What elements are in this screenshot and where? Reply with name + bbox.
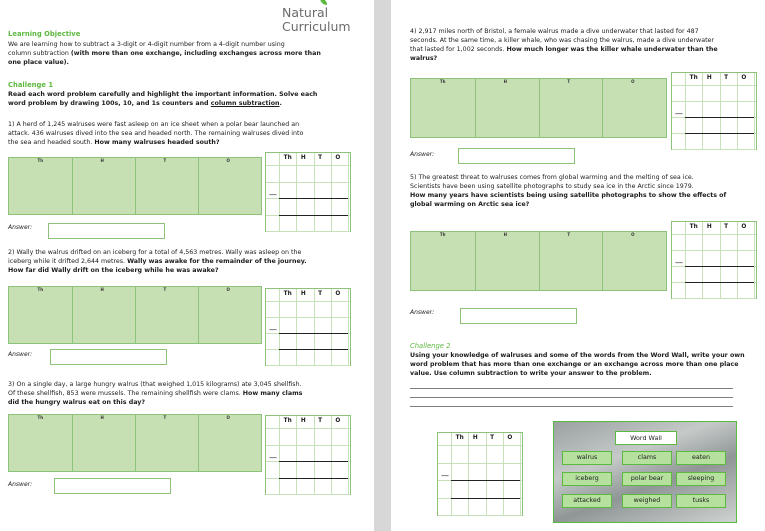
counter-column-divider bbox=[602, 79, 603, 137]
counter-column-label: H bbox=[100, 158, 104, 163]
grid-row-line bbox=[266, 428, 350, 429]
answer-label-q2: Answer: bbox=[8, 351, 33, 358]
counter-column-label: Th bbox=[37, 415, 44, 420]
grid-row-line bbox=[672, 250, 756, 251]
word-wall-word: eaten bbox=[676, 451, 726, 465]
counter-column-label: O bbox=[226, 287, 230, 292]
grid-row-line bbox=[672, 101, 756, 102]
grid-column-header: T bbox=[318, 418, 323, 424]
grid-row-line bbox=[266, 365, 350, 366]
writing-line-3[interactable] bbox=[410, 406, 733, 407]
minus-sign: — bbox=[269, 324, 277, 334]
subtraction-grid-q4[interactable] bbox=[671, 72, 757, 150]
grid-row-line bbox=[266, 301, 350, 302]
answer-label-q5: Answer: bbox=[410, 309, 435, 316]
word-wall bbox=[553, 421, 737, 523]
answer-line bbox=[279, 198, 348, 199]
counter-column-divider bbox=[539, 79, 540, 137]
counter-column-divider bbox=[72, 158, 73, 214]
counter-column-label: T bbox=[567, 79, 571, 84]
grid-column-header: O bbox=[741, 224, 747, 230]
grid-column-header: H bbox=[706, 224, 712, 230]
counter-column-divider bbox=[135, 158, 136, 214]
counter-column-label: Th bbox=[37, 158, 44, 163]
writing-line-2[interactable] bbox=[410, 397, 733, 398]
word-wall-word: attacked bbox=[562, 494, 612, 508]
counter-column-divider bbox=[72, 415, 73, 471]
challenge1-heading: Challenge 1 bbox=[8, 81, 54, 89]
minus-sign: — bbox=[441, 471, 449, 481]
grid-column-header: Th bbox=[689, 75, 698, 81]
grid-row-line bbox=[438, 463, 522, 464]
answer-line bbox=[279, 349, 348, 350]
grid-row-line bbox=[672, 149, 756, 150]
grid-row-line bbox=[438, 515, 522, 516]
grid-column-header: Th bbox=[283, 291, 292, 297]
counters-area-q5[interactable] bbox=[410, 231, 667, 291]
answer-label-q1: Answer: bbox=[8, 224, 33, 231]
grid-column-header: T bbox=[490, 435, 495, 441]
word-wall-word: weighed bbox=[622, 494, 672, 508]
grid-column-header: O bbox=[335, 291, 341, 297]
counter-column-divider bbox=[198, 287, 199, 343]
counter-column-divider bbox=[475, 232, 476, 290]
question-4: 4) 2,917 miles north of Bristol, a female walrus made a dive underwater that lasted for 487 seconds. At the same time, a killer whale, who was chasing the walrus, made a dive underwater that lasted for 1,002 seconds. How much longer was the killer whale underwater than the walrus? bbox=[410, 28, 718, 62]
counter-column-divider bbox=[198, 415, 199, 471]
grid-column-header: Th bbox=[455, 435, 464, 441]
question-3: 3) On a single day, a large hungry walrus (that weighed 1,015 kilograms) ate 3,045 shellfish. Of these shellfish, 853 were mussels. The remaining shellfish were clams. How many clams did the hungry walrus eat on this day? bbox=[8, 381, 303, 406]
grid-row-line bbox=[266, 317, 350, 318]
counter-column-label: H bbox=[100, 415, 104, 420]
answer-label-q3: Answer: bbox=[8, 481, 33, 488]
grid-row-line bbox=[266, 231, 350, 232]
grid-column-header: T bbox=[724, 75, 729, 81]
counter-column-label: O bbox=[631, 79, 635, 84]
counter-column-label: H bbox=[503, 232, 507, 237]
grid-column-header: T bbox=[724, 224, 729, 230]
grid-row-line bbox=[672, 298, 756, 299]
challenge2-heading: Challenge 2 bbox=[410, 342, 451, 350]
answer-box-q5[interactable] bbox=[460, 308, 577, 324]
counter-column-divider bbox=[475, 79, 476, 137]
word-wall-word: polar bear bbox=[622, 472, 672, 486]
counters-area-q4[interactable] bbox=[410, 78, 667, 138]
counter-column-label: H bbox=[503, 79, 507, 84]
grid-column-header: T bbox=[318, 291, 323, 297]
grid-column-header: Th bbox=[689, 224, 698, 230]
grid-column-header: H bbox=[300, 155, 306, 161]
subtraction-grid-q1[interactable] bbox=[265, 152, 351, 232]
answer-line bbox=[279, 333, 348, 334]
answer-line bbox=[451, 480, 520, 481]
answer-line bbox=[279, 215, 348, 216]
counters-area-q3[interactable] bbox=[8, 414, 262, 472]
word-wall-word: tusks bbox=[676, 494, 726, 508]
word-wall-word: clams bbox=[622, 451, 672, 465]
counter-column-label: O bbox=[631, 232, 635, 237]
grid-row-line bbox=[438, 445, 522, 446]
writing-line-1[interactable] bbox=[410, 388, 733, 389]
challenge1-instructions: Read each word problem carefully and highlight the important information. Solve each word problem by drawing 100s, 10, and 1s counters and column subtraction. bbox=[8, 91, 318, 107]
grid-column-header: Th bbox=[283, 155, 292, 161]
grid-column-header: H bbox=[472, 435, 478, 441]
grid-row-line bbox=[266, 494, 350, 495]
counter-column-divider bbox=[602, 232, 603, 290]
answer-box-q3[interactable] bbox=[54, 478, 171, 494]
counter-column-divider bbox=[72, 287, 73, 343]
counter-column-divider bbox=[198, 158, 199, 214]
minus-sign: — bbox=[675, 108, 683, 118]
answer-line bbox=[279, 461, 348, 462]
natural-curriculum-logo: Natural Curriculum bbox=[282, 6, 351, 34]
grid-row-line bbox=[266, 165, 350, 166]
counters-area-q1[interactable] bbox=[8, 157, 262, 215]
question-5: 5) The greatest threat to walruses comes from global warming and the melting of sea ice. Scientists have been using satellite photographs to study sea ice in the Arctic since 1979. How many years have scientists being using satellite photographs to show the effects of global warming on Arctic sea ice? bbox=[410, 174, 727, 208]
question-1: 1) A herd of 1,245 walruses were fast asleep on an ice sheet when a polar bear launched an attack. 436 walruses dived into the sea and headed north. The remaining walruses dived into the sea and headed south. How many walruses headed south? bbox=[8, 121, 304, 146]
grid-column-header: O bbox=[335, 155, 341, 161]
grid-column-header: O bbox=[335, 418, 341, 424]
grid-column-header: H bbox=[300, 291, 306, 297]
answer-line bbox=[685, 117, 754, 118]
word-wall-title: Word Wall bbox=[615, 431, 677, 445]
subtraction-grid-q2[interactable] bbox=[265, 288, 351, 366]
counter-column-divider bbox=[135, 415, 136, 471]
counter-column-label: H bbox=[100, 287, 104, 292]
grid-row-line bbox=[266, 182, 350, 183]
grid-column-header: H bbox=[706, 75, 712, 81]
counter-column-label: Th bbox=[439, 232, 446, 237]
objective-text: We are learning how to subtract a 3-digit or 4-digit number from a 4-digit number using column subtraction (with more than one exchange, including exchanges across more than one place value). bbox=[8, 41, 321, 66]
counter-column-divider bbox=[539, 232, 540, 290]
minus-sign: — bbox=[675, 257, 683, 267]
answer-line bbox=[685, 266, 754, 267]
challenge2-instructions: Using your knowledge of walruses and some of the words from the Word Wall, write your own word problem that has more than one exchange or an exchange across more than one place value. Use column subtraction to write your answer to the problem. bbox=[410, 352, 745, 377]
word-wall-word: sleeping bbox=[676, 472, 726, 486]
answer-box-q2[interactable] bbox=[50, 349, 167, 365]
counter-column-label: O bbox=[226, 415, 230, 420]
grid-row-line bbox=[266, 445, 350, 446]
counter-column-label: Th bbox=[439, 79, 446, 84]
answer-line bbox=[279, 478, 348, 479]
counter-column-divider bbox=[135, 287, 136, 343]
word-wall-word: iceberg bbox=[562, 472, 612, 486]
word-wall-word: walrus bbox=[562, 451, 612, 465]
answer-line bbox=[685, 282, 754, 283]
subtraction-grid-q3[interactable] bbox=[265, 415, 351, 495]
grid-column-header: Th bbox=[283, 418, 292, 424]
answer-box-q4[interactable] bbox=[458, 148, 575, 164]
subtraction-grid-q5[interactable] bbox=[671, 221, 757, 299]
counters-area-q2[interactable] bbox=[8, 286, 262, 344]
counter-column-label: T bbox=[163, 158, 167, 163]
grid-row-line bbox=[672, 234, 756, 235]
minus-sign: — bbox=[269, 452, 277, 462]
grid-row-line bbox=[672, 85, 756, 86]
counter-column-label: T bbox=[163, 287, 167, 292]
question-2: 2) Wally the walrus drifted on an iceberg for a total of 4,563 metres. Wally was asleep on the iceberg while it drifted 2,644 metres. Wally was awake for the remainder of the journey. How far did Wally drift on the iceberg while he was awake? bbox=[8, 249, 307, 274]
objective-heading: Learning Objective bbox=[8, 30, 81, 38]
counter-column-label: T bbox=[163, 415, 167, 420]
worksheet-page-left bbox=[0, 0, 374, 531]
answer-line bbox=[685, 133, 754, 134]
answer-label-q4: Answer: bbox=[410, 151, 435, 158]
grid-column-header: O bbox=[741, 75, 747, 81]
grid-column-header: H bbox=[300, 418, 306, 424]
counter-column-label: O bbox=[226, 158, 230, 163]
grid-column-header: O bbox=[507, 435, 513, 441]
subtraction-grid-challenge2[interactable] bbox=[437, 432, 523, 516]
minus-sign: — bbox=[269, 189, 277, 199]
answer-box-q1[interactable] bbox=[48, 223, 165, 239]
counter-column-label: Th bbox=[37, 287, 44, 292]
counter-column-label: T bbox=[567, 232, 571, 237]
grid-column-header: T bbox=[318, 155, 323, 161]
answer-line bbox=[451, 498, 520, 499]
